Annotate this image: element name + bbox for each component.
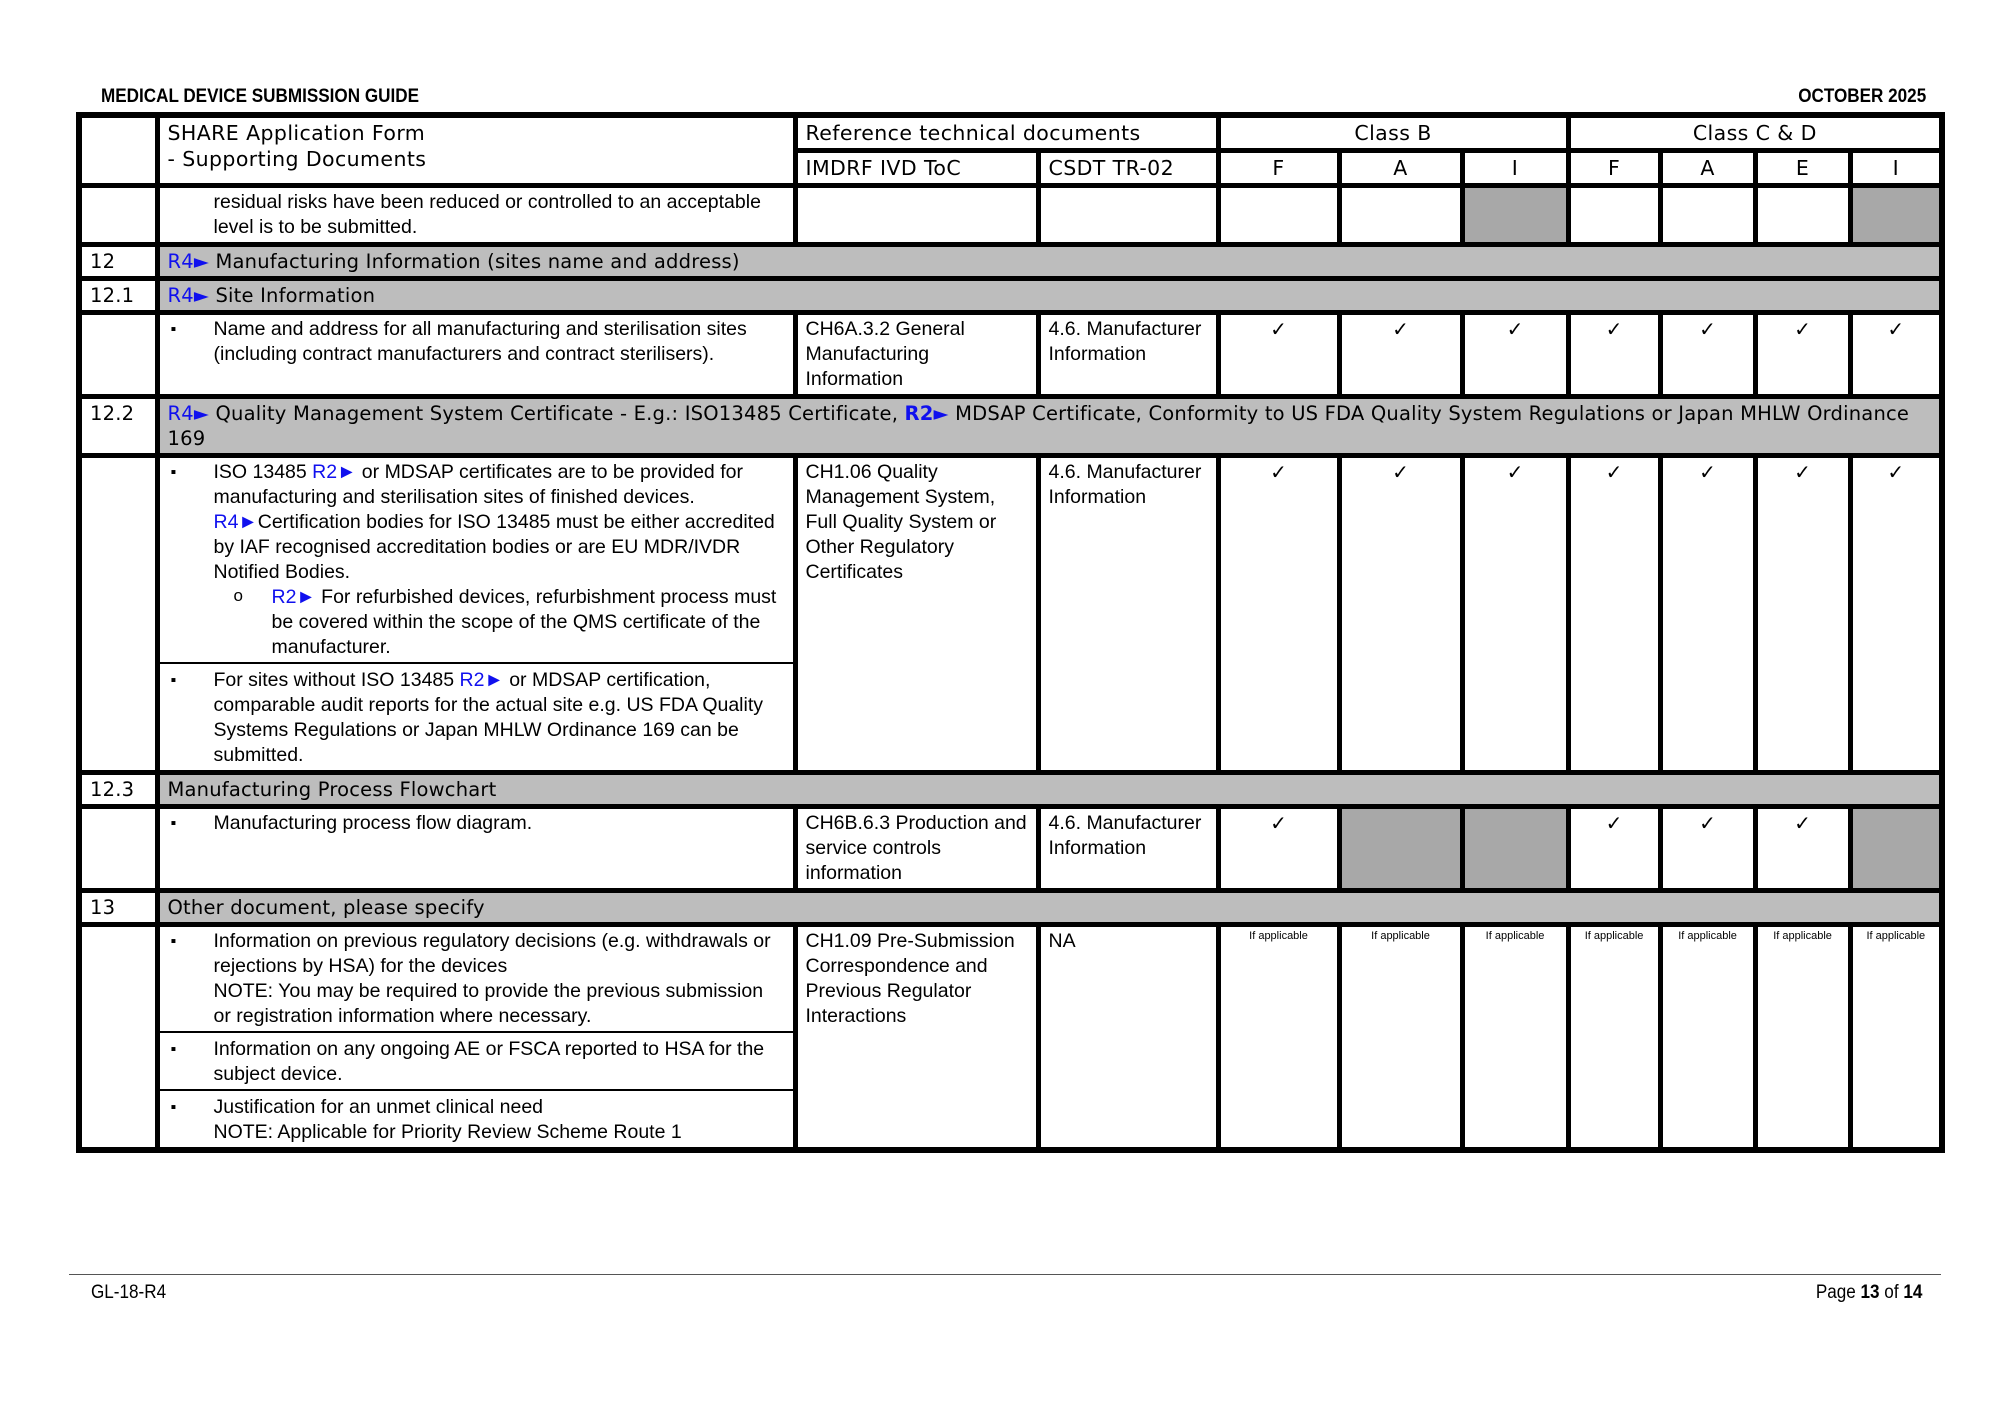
table-row-qms-certificate [79,456,1942,773]
revision-tag: R4► [167,284,210,307]
total-pages: 14 [1902,1282,1922,1303]
bullet-text: For sites without ISO 13485 [213,669,460,691]
imdrf-ref-cell: CH1.06 Quality Management System, Full Quality System or Other Regulatory Certificates [795,456,1038,773]
bullet-text: ISO 13485 [213,461,313,483]
section-number: 12.2 [79,397,157,456]
row-num-cell [79,456,157,773]
cell [795,186,1038,245]
document-code: GL-18-R4 [91,1282,167,1303]
bullet-text: or MDSAP certification, comparable audit reports for the actual site e.g. US FDA Quality Systems Regulations or Japan MHLW Ordinance 169 can be submitted. [213,669,764,766]
if-applicable-label: If applicable [1462,925,1568,1151]
check-mark: ✓ [1755,456,1850,773]
requirement-bullet [168,929,785,1029]
grey-cell [1850,807,1942,891]
section-title-12-1 [157,279,1942,313]
requirement-bullet: ▪ Information on any ongoing AE or FSCA reported to HSA for the subject device. [168,1037,785,1087]
grey-cell [1339,807,1462,891]
header-cd-e: E [1755,151,1850,186]
header-cd-f: F [1568,151,1660,186]
section-row-12-3 [79,773,1942,807]
revision-tag: R2► [312,461,357,483]
submission-requirements-table [76,112,1945,1153]
header-cd-i: I [1850,151,1942,186]
continuation-text: residual risks have been reduced or controlled to an acceptable level is to be submitted. [213,191,761,238]
header-reference-docs: Reference technical documents [795,115,1218,151]
header-class-b: Class B [1218,115,1568,151]
if-applicable-label: If applicable [1660,925,1755,1151]
requirement-cell [157,456,795,773]
section-number: 12.3 [79,773,157,807]
requirement-bullet: ▪ Manufacturing process flow diagram. [168,811,785,836]
requirement-bullet [168,668,785,768]
current-page: 13 [1860,1282,1880,1303]
header-cd-a: A [1660,151,1755,186]
header-imdrf: IMDRF IVD ToC [795,151,1038,186]
section-title-text: Manufacturing Information (sites name and address) [209,250,740,273]
requirement-bullet [168,1095,785,1145]
bullet-note: NOTE: Applicable for Priority Review Scheme Route 1 [213,1121,682,1143]
requirement-cell [157,925,795,1151]
revision-tag: R4► [167,402,210,425]
imdrf-ref-cell: CH6A.3.2 General Manufacturing Information [795,313,1038,397]
header-form-line1: SHARE Application Form [167,121,426,145]
check-mark: ✓ [1660,807,1755,891]
section-row-13 [79,891,1942,925]
header-b-a: A [1339,151,1462,186]
requirement-sub-bullet [168,585,785,660]
revision-tag: R4► [167,250,210,273]
row-num-cell [79,807,157,891]
document-title: MEDICAL DEVICE SUBMISSION GUIDE [101,86,419,107]
check-mark: ✓ [1568,456,1660,773]
check-mark: ✓ [1660,313,1755,397]
requirement-split [160,1089,793,1145]
document-date: OCTOBER 2025 [1798,86,1926,107]
table-row-site-info [79,313,1942,397]
section-row-12 [79,245,1942,279]
csdt-ref-cell: NA [1038,925,1218,1151]
check-mark: ✓ [1339,456,1462,773]
of-word: of [1879,1282,1903,1303]
header-form-line2: - Supporting Documents [167,147,427,171]
section-title-12-2 [157,397,1942,456]
section-title-13: Other document, please specify [157,891,1942,925]
bullet-text: Certification bodies for ISO 13485 must be either accredited by IAF recognised accreditation bodies or are EU MDR/IVDR Notified Bodies. [213,511,775,583]
bullet-text: ▪ Information on previous regulatory decisions (e.g. withdrawals or rejections by HSA) for the devices [213,930,771,977]
page-word: Page [1815,1282,1861,1303]
continuation-text-cell [157,186,795,245]
requirement-cell [157,807,795,891]
section-number: 12.1 [79,279,157,313]
requirement-bullet: ▪ Name and address for all manufacturing and sterilisation sites (including contract manufacturers and contract sterilisers). [168,317,785,367]
header-b-i: I [1462,151,1568,186]
check-mark: ✓ [1568,313,1660,397]
grey-cell [1850,186,1942,245]
check-mark: ✓ [1568,807,1660,891]
section-row-12-2 [79,397,1942,456]
table-header-row-1 [79,115,1942,151]
header-form-cell [157,115,795,186]
if-applicable-label: If applicable [1218,925,1339,1151]
table-row-other-documents [79,925,1942,1151]
sub-bullet-text: For refurbished devices, refurbishment process must be covered within the scope of the QMS certificate of the manufacturer. [271,586,777,658]
header-blank-cell [79,115,157,186]
revision-tag: R2► [271,586,316,608]
check-mark: ✓ [1850,313,1942,397]
check-mark: ✓ [1462,313,1568,397]
cell [1038,186,1218,245]
csdt-ref-cell: 4.6. Manufacturer Information [1038,313,1218,397]
grey-cell [1462,186,1568,245]
check-mark: ✓ [1462,456,1568,773]
imdrf-ref-cell: CH6B.6.3 Production and service controls information [795,807,1038,891]
csdt-ref-cell: 4.6. Manufacturer Information [1038,456,1218,773]
table-row-continuation [79,186,1942,245]
check-mark: ✓ [1755,313,1850,397]
footer-divider [69,1274,1941,1275]
row-num-cell [79,925,157,1151]
section-title-text: Quality Management System Certificate - E.g.: ISO13485 Certificate, [209,402,905,425]
page-number [1815,1282,1922,1304]
if-applicable-label: If applicable [1339,925,1462,1151]
cell [1568,186,1660,245]
check-mark: ✓ [1660,456,1755,773]
section-title-text: MDSAP Certificate, Conformity to US FDA Quality System Regulations or Japan MHLW Ordinance 169 [167,402,1910,450]
section-title-12 [157,245,1942,279]
check-mark: ✓ [1218,807,1339,891]
header-class-cd: Class C & D [1568,115,1942,151]
check-mark: ✓ [1339,313,1462,397]
check-mark: ✓ [1218,456,1339,773]
check-mark: ✓ [1850,456,1942,773]
csdt-ref-cell: 4.6. Manufacturer Information [1038,807,1218,891]
section-title-12-3: Manufacturing Process Flowchart [157,773,1942,807]
requirement-split [160,1031,793,1087]
cell [1755,186,1850,245]
imdrf-ref-cell: CH1.09 Pre-Submission Correspondence and Previous Regulator Interactions [795,925,1038,1151]
revision-tag: R2► [459,669,504,691]
bullet-note: NOTE: You may be required to provide the previous submission or registration information where necessary. [213,980,764,1027]
check-mark: ✓ [1755,807,1850,891]
revision-tag: R4► [213,511,258,533]
bullet-text: ▪ Justification for an unmet clinical need [213,1096,544,1118]
section-number: 13 [79,891,157,925]
row-num-cell [79,186,157,245]
requirement-bullet [168,460,785,585]
section-row-12-1 [79,279,1942,313]
requirement-cell [157,313,795,397]
grey-cell [1462,807,1568,891]
requirement-split [160,662,793,768]
row-num-cell [79,313,157,397]
table-row-process-flowchart [79,807,1942,891]
if-applicable-label: If applicable [1568,925,1660,1151]
bullet-text: or MDSAP certificates are to be provided for manufacturing and sterilisation sites of finished devices. [213,461,743,508]
cell [1339,186,1462,245]
section-title-text: Site Information [209,284,376,307]
if-applicable-label: If applicable [1850,925,1942,1151]
section-number: 12 [79,245,157,279]
cell [1660,186,1755,245]
header-b-f: F [1218,151,1339,186]
if-applicable-label: If applicable [1755,925,1850,1151]
check-mark: ✓ [1218,313,1339,397]
cell [1218,186,1339,245]
header-csdt: CSDT TR-02 [1038,151,1218,186]
revision-tag: R2► [904,402,949,425]
